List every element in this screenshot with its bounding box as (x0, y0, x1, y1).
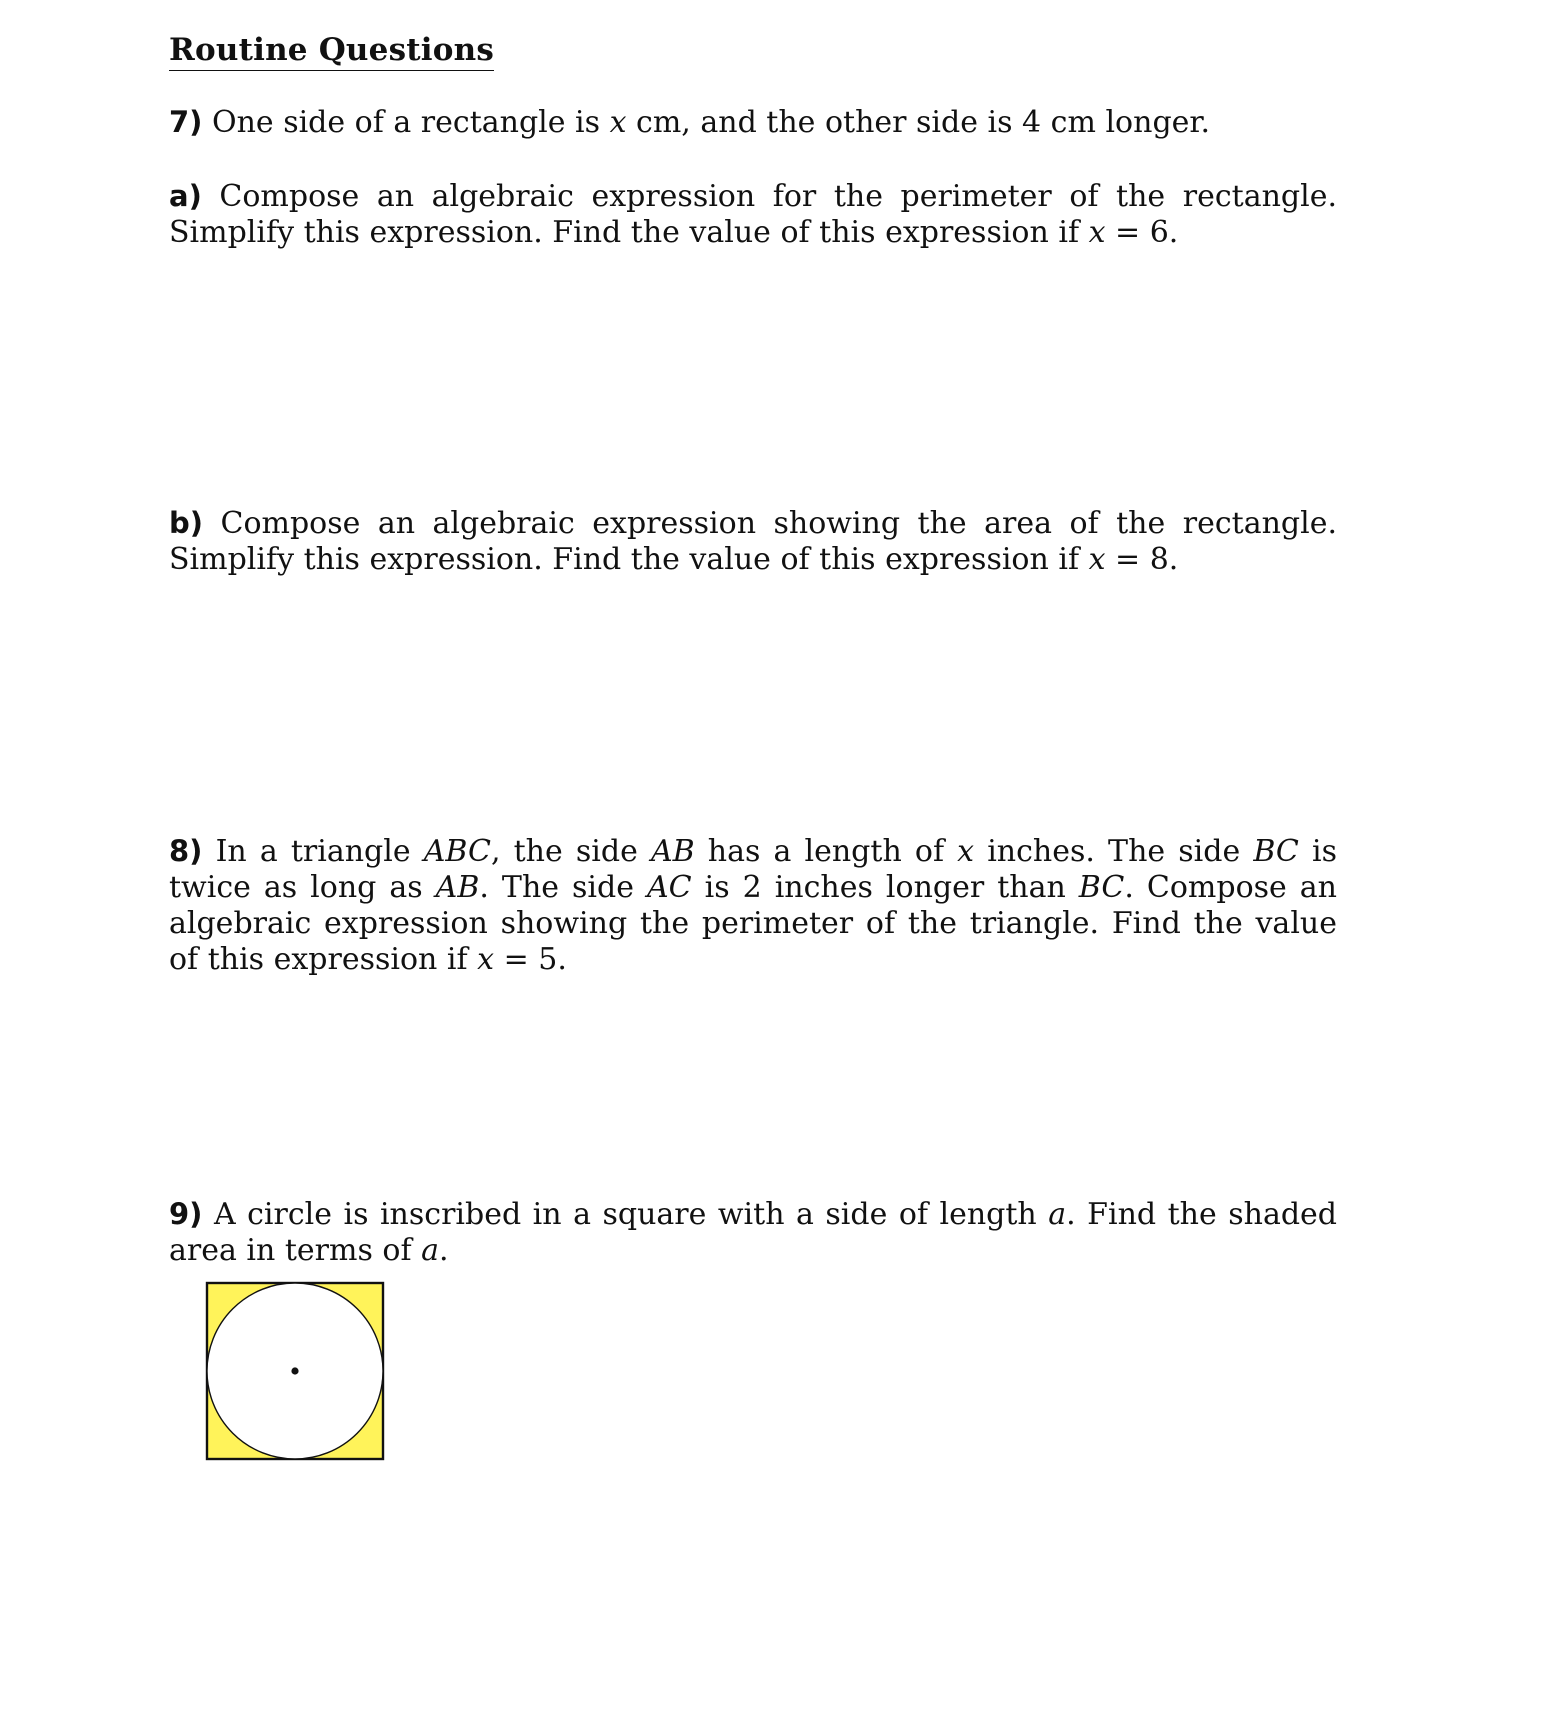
q8-text-4: inches. The side (974, 834, 1254, 869)
q8-text-2: , the side (490, 834, 651, 869)
q9-var-a-1: a (1048, 1197, 1067, 1232)
q8-text-7: is 2 inches longer than (691, 870, 1079, 905)
circle-center-dot (291, 1367, 298, 1374)
question-8 (169, 833, 1337, 978)
section-heading: Routine Questions (169, 30, 494, 71)
q7-text-2: cm, and the other side is 4 cm longer. (626, 105, 1210, 140)
q7a-text-1: Compose an algebraic expression for the perimeter of the rectangle. Simplify this expression. Find the value of this expression if (169, 179, 1338, 250)
inscribed-circle-figure (205, 1281, 385, 1461)
question-7b (169, 505, 1337, 578)
q8-text-8: . Compose an algebraic expression showing the perimeter of the triangle. Find the value of this expression if (169, 870, 1337, 977)
question-8-label: 8) (169, 834, 203, 868)
q8-var-bc-2: BC (1078, 870, 1125, 905)
q9-text-3: . (438, 1233, 449, 1268)
q7b-text-2: = 8. (1105, 542, 1179, 577)
q8-var-x-2: x (477, 942, 495, 977)
q9-text-2: . Find the shaded area in terms of (169, 1197, 1337, 1268)
question-7b-label: b) (169, 506, 204, 540)
q8-var-ab-1: AB (650, 834, 695, 869)
q9-var-a-2: a (421, 1233, 439, 1268)
q7-text-1: One side of a rectangle is (211, 105, 610, 140)
q8-var-abc: ABC (423, 834, 491, 869)
question-7a-label: a) (169, 179, 202, 213)
q8-text-3: has a length of (694, 834, 958, 869)
q8-text-1: In a triangle (215, 834, 424, 869)
q8-text-6: . The side (479, 870, 647, 905)
q7b-var-x: x (1088, 542, 1106, 577)
q7b-text-1: Compose an algebraic expression showing the area of the rectangle. Simplify this expression. Find the value of this expression if (169, 506, 1337, 577)
question-9-label: 9) (169, 1197, 203, 1231)
question-7-label: 7) (169, 105, 203, 139)
q8-var-ab-2: AB (435, 870, 480, 905)
q8-var-ac: AC (646, 870, 692, 905)
q9-text-1: A circle is inscribed in a square with a side of length (213, 1197, 1049, 1232)
q8-text-9: = 5. (494, 942, 567, 977)
q7a-text-2: = 6. (1105, 215, 1179, 250)
q8-var-bc-1: BC (1253, 834, 1299, 869)
question-7 (169, 104, 1337, 141)
q7a-var-x: x (1088, 215, 1106, 250)
q8-var-x-1: x (957, 834, 975, 869)
q7-var-x: x (609, 105, 627, 140)
question-7a (169, 178, 1337, 251)
question-9 (169, 1196, 1337, 1269)
q8-text-5: is twice as long as (169, 834, 1337, 905)
